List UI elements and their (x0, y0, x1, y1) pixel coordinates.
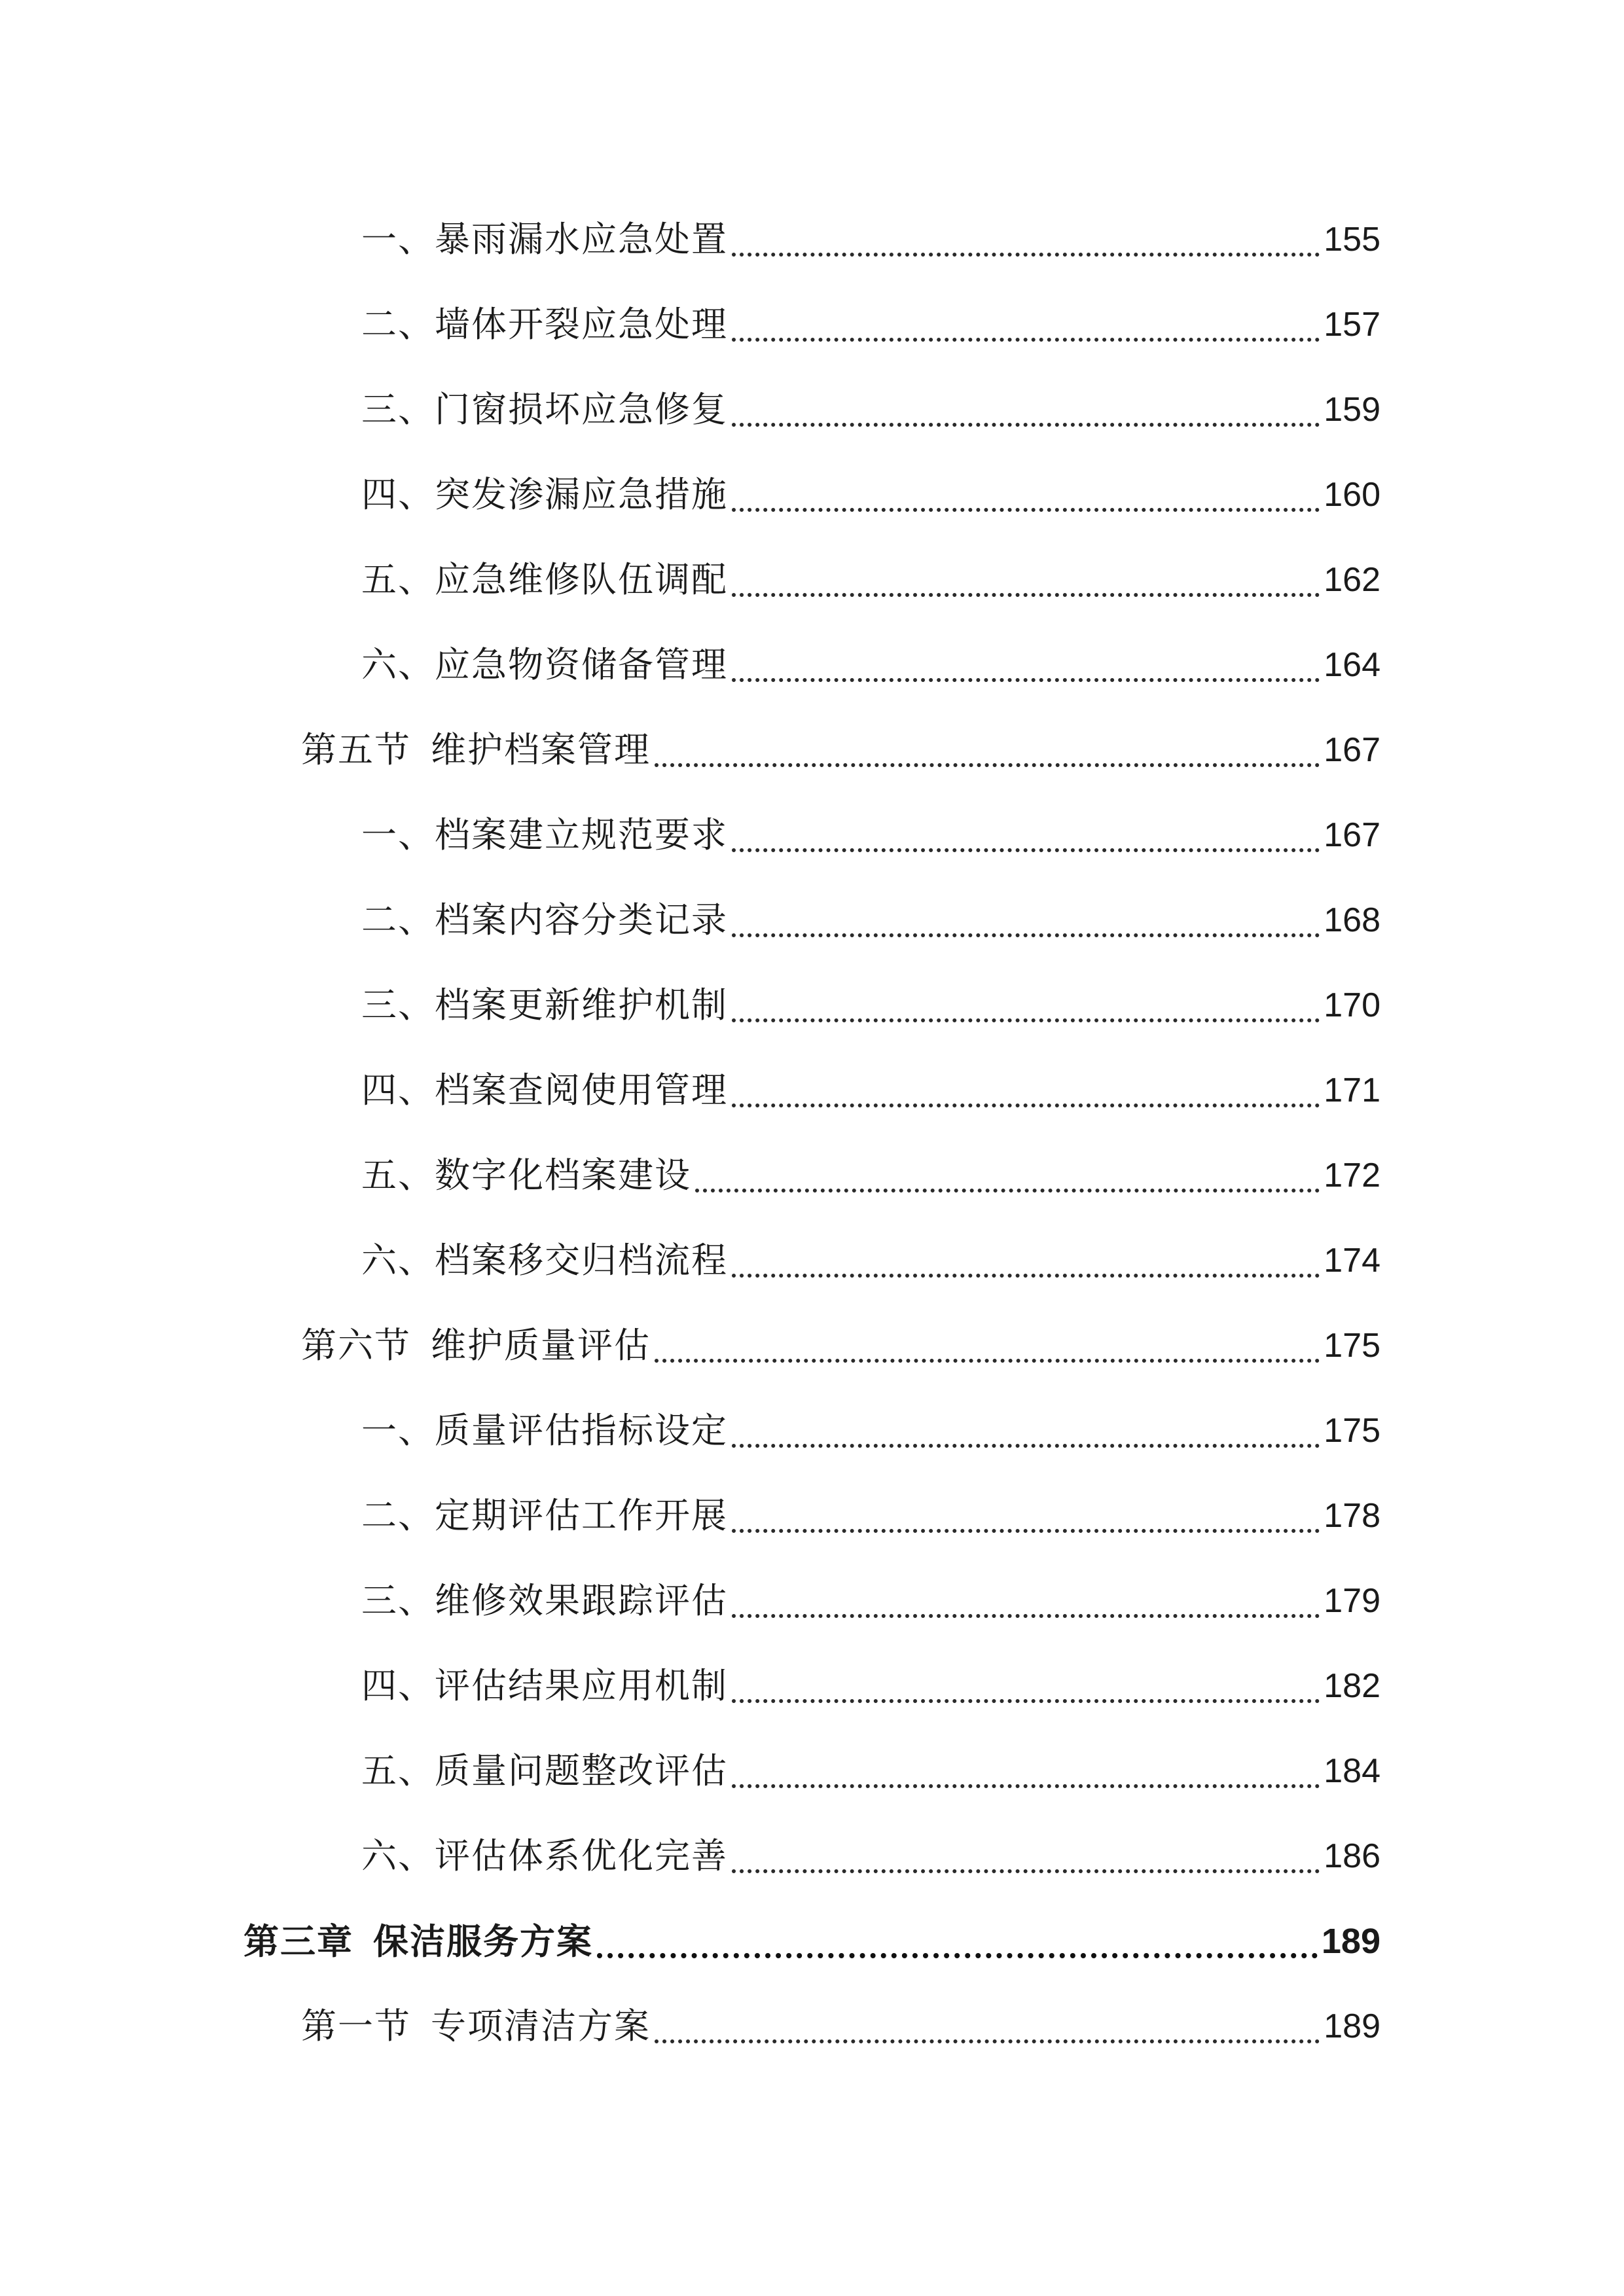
toc-entry-title: 五、质量问题整改评估 (361, 1750, 728, 1791)
toc-entry-title: 一、档案建立规范要求 (361, 814, 728, 855)
toc-page-number: 174 (1324, 1242, 1380, 1280)
toc-entry[interactable] (361, 894, 1380, 946)
toc-leader-dots (732, 894, 1320, 946)
toc-entry[interactable] (361, 639, 1380, 691)
toc-leader-dots (732, 1660, 1320, 1712)
toc-page-number: 167 (1324, 731, 1380, 769)
toc-chapter-name: 保洁服务方案 (373, 1920, 593, 1962)
toc-entry-title: 三、维修效果跟踪评估 (361, 1580, 728, 1621)
toc-entry[interactable] (361, 1405, 1380, 1457)
toc-page-number: 179 (1324, 1582, 1380, 1620)
toc-page-number: 175 (1324, 1327, 1380, 1365)
toc-entry-title: 二、档案内容分类记录 (361, 899, 728, 941)
toc-page-number: 186 (1324, 1837, 1380, 1875)
toc-section-label: 第六节 (301, 1325, 411, 1366)
toc-entry-title: 二、墙体开裂应急处理 (361, 304, 728, 345)
toc-section-entry[interactable] (301, 2000, 1380, 2053)
toc-entry[interactable] (361, 1660, 1380, 1712)
toc-entry-title: 六、档案移交归档流程 (361, 1240, 728, 1281)
toc-leader-dots (732, 554, 1320, 606)
toc-leader-dots (732, 469, 1320, 521)
toc-leader-dots (732, 1234, 1320, 1287)
toc-page-number: 168 (1324, 901, 1380, 939)
toc-chapter-entry[interactable] (244, 1915, 1380, 1967)
toc-page-number: 157 (1324, 306, 1380, 344)
toc-entry[interactable] (361, 1575, 1380, 1627)
toc-entry-title: 四、评估结果应用机制 (361, 1665, 728, 1706)
toc-leader-dots (732, 1745, 1320, 1797)
toc-page-number: 189 (1321, 1922, 1380, 1961)
toc-entry[interactable] (361, 1234, 1380, 1287)
toc-entry-title: 二、定期评估工作开展 (361, 1495, 728, 1536)
toc-leader-dots (732, 809, 1320, 861)
toc-section-name: 维护档案管理 (431, 729, 651, 770)
toc-page-number: 164 (1324, 646, 1380, 684)
toc-page-number: 178 (1324, 1497, 1380, 1535)
toc-page-number: 182 (1324, 1667, 1380, 1705)
toc-page-number: 184 (1324, 1752, 1380, 1790)
toc-leader-dots (655, 724, 1320, 776)
toc-leader-dots (732, 979, 1320, 1031)
toc-entry[interactable] (361, 1064, 1380, 1117)
toc-entry[interactable] (361, 1149, 1380, 1202)
toc-entry-title: 四、突发渗漏应急措施 (361, 474, 728, 515)
toc-entry-title: 四、档案查阅使用管理 (361, 1069, 728, 1111)
toc-page-number: 171 (1324, 1071, 1380, 1109)
toc-section-title (301, 2000, 651, 2053)
toc-entry-title: 五、应急维修队伍调配 (361, 559, 728, 600)
toc-entry[interactable] (361, 1490, 1380, 1542)
toc-chapter-label: 第三章 (244, 1920, 353, 1962)
toc-entry-title: 三、门窗损坏应急修复 (361, 389, 728, 430)
toc-page-number: 170 (1324, 986, 1380, 1024)
toc-page-number: 189 (1324, 2007, 1380, 2045)
toc-leader-dots (732, 1490, 1320, 1542)
toc-entry-title: 五、数字化档案建设 (361, 1155, 691, 1196)
toc-page-number: 175 (1324, 1412, 1380, 1450)
toc-entry[interactable] (361, 809, 1380, 861)
toc-entry[interactable] (361, 1745, 1380, 1797)
toc-section-label: 第一节 (301, 2005, 411, 2047)
toc-entry[interactable] (361, 384, 1380, 436)
toc-leader-dots (655, 1319, 1320, 1372)
toc-section-name: 维护质量评估 (431, 1325, 651, 1366)
toc-entry[interactable] (361, 213, 1380, 266)
toc-entry[interactable] (361, 1830, 1380, 1882)
toc-page-number: 155 (1324, 221, 1380, 259)
toc-page-number: 160 (1324, 476, 1380, 514)
toc-entry[interactable] (361, 554, 1380, 606)
toc-section-title (301, 724, 651, 776)
toc-section-name: 专项清洁方案 (431, 2005, 651, 2047)
toc-page-number: 172 (1324, 1157, 1380, 1194)
toc-section-title (301, 1319, 651, 1372)
toc-section-label: 第五节 (301, 729, 411, 770)
toc-page-number: 162 (1324, 561, 1380, 599)
toc-leader-dots (695, 1149, 1320, 1202)
toc-entry-title: 三、档案更新维护机制 (361, 984, 728, 1026)
toc-leader-dots (655, 2000, 1320, 2053)
toc-entry-title: 六、评估体系优化完善 (361, 1835, 728, 1876)
toc-leader-dots (732, 1575, 1320, 1627)
toc-page-number: 167 (1324, 816, 1380, 854)
toc-leader-dots (732, 1830, 1320, 1882)
toc-entry-title: 一、暴雨漏水应急处置 (361, 219, 728, 260)
toc-entry[interactable] (361, 979, 1380, 1031)
toc-entry[interactable] (361, 469, 1380, 521)
toc-entry-title: 一、质量评估指标设定 (361, 1410, 728, 1451)
toc-entry[interactable] (361, 298, 1380, 351)
toc-leader-dots (732, 1064, 1320, 1117)
toc-leader-dots (732, 1405, 1320, 1457)
toc-leader-dots (597, 1915, 1318, 1967)
toc-leader-dots (732, 639, 1320, 691)
toc-section-entry[interactable] (301, 1319, 1380, 1372)
toc-page-number: 159 (1324, 391, 1380, 429)
toc-leader-dots (732, 298, 1320, 351)
toc-leader-dots (732, 213, 1320, 266)
toc-entry-title: 六、应急物资储备管理 (361, 644, 728, 685)
toc-chapter-title (244, 1915, 593, 1967)
toc-leader-dots (732, 384, 1320, 436)
toc-section-entry[interactable] (301, 724, 1380, 776)
